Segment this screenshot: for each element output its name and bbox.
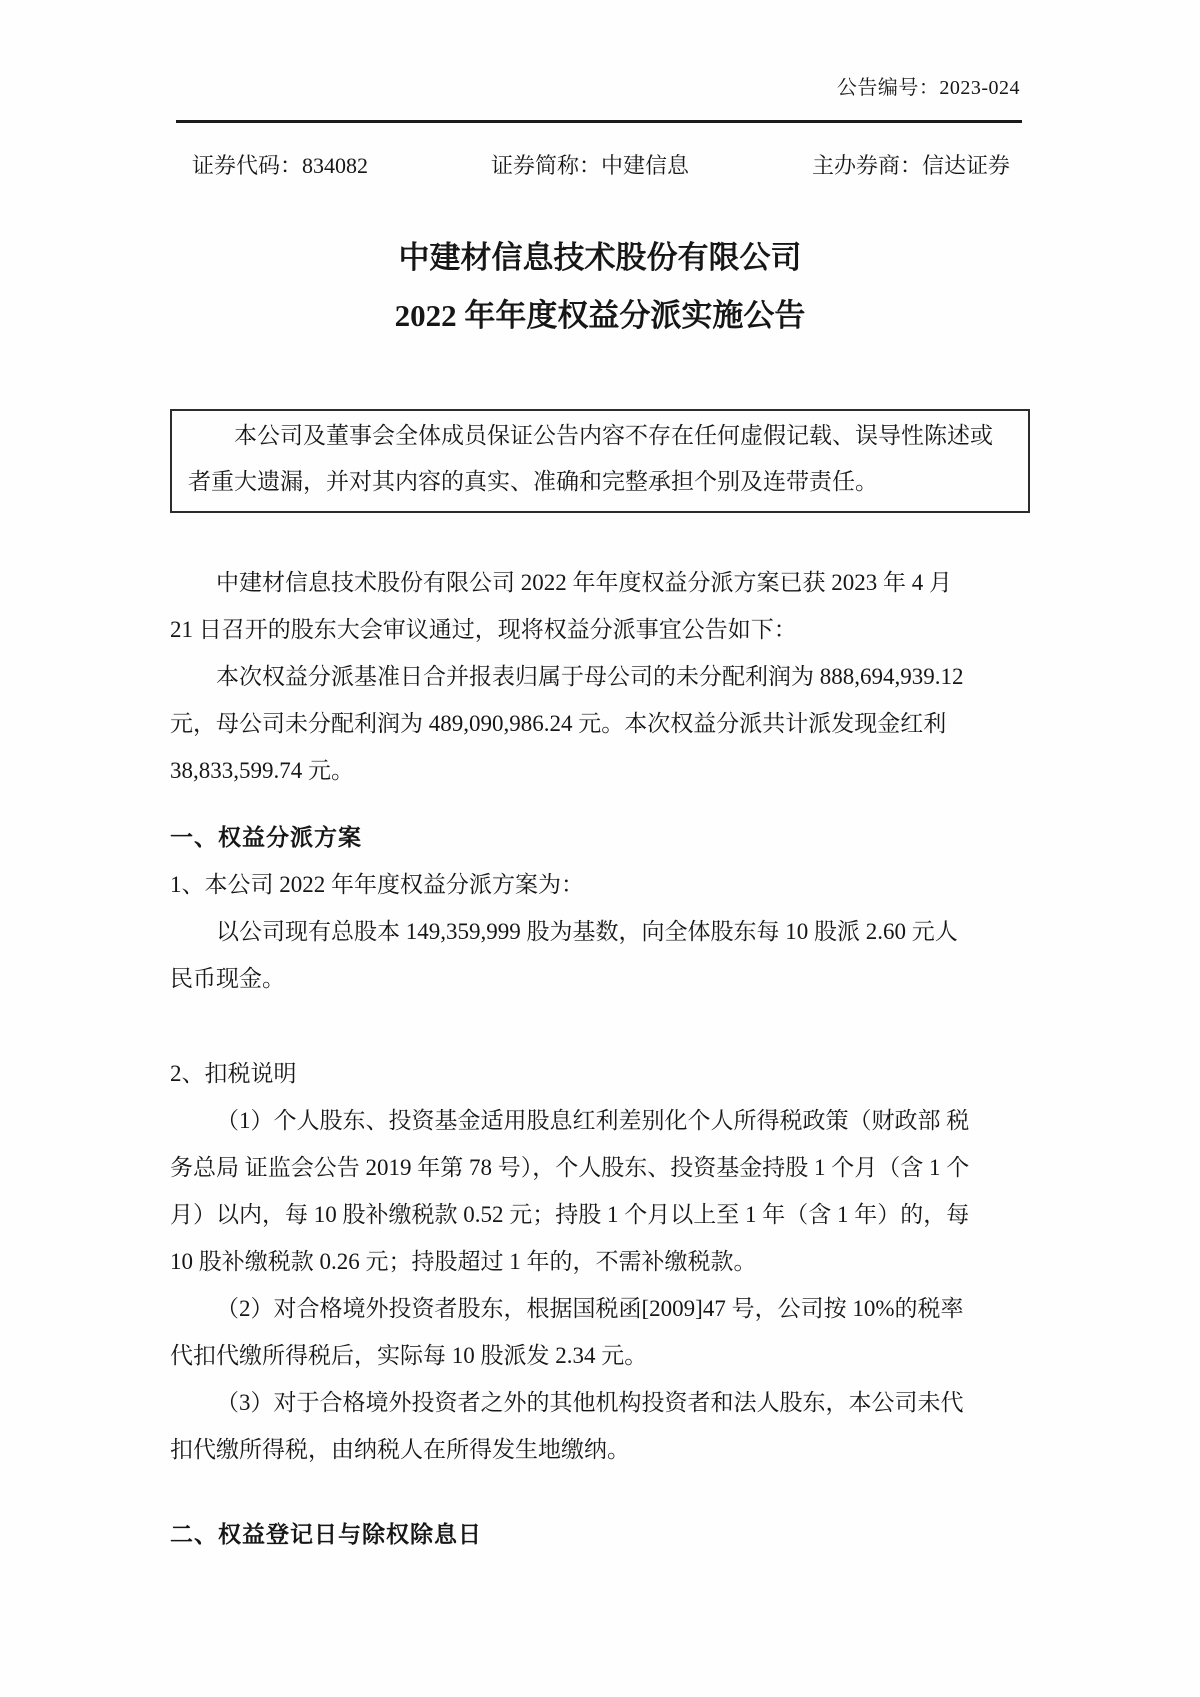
- plan-paragraph: [170, 908, 1030, 1002]
- document-body: [170, 559, 1030, 1558]
- section-1-item-1: 1、本公司 2022 年年度权益分派方案为：: [170, 872, 584, 897]
- announcement-number: 公告编号：2023-024: [836, 77, 1020, 99]
- paragraph-line: （3）对于合格境外投资者之外的其他机构投资者和法人股东，本公司未代: [216, 1390, 964, 1415]
- intro-paragraph: [170, 559, 1030, 653]
- tax-note-3-paragraph: [170, 1379, 1030, 1473]
- paragraph-line: 本次权益分派基准日合并报表归属于母公司的未分配利润为 888,694,939.12: [216, 664, 964, 689]
- company-title: 中建材信息技术股份有限公司: [398, 240, 802, 275]
- disclaimer-line: 者重大遗漏，并对其内容的真实、准确和完整承担个别及连带责任。: [188, 469, 878, 494]
- section-2-heading: 二、权益登记日与除权除息日: [170, 1521, 482, 1547]
- paragraph-line: 21 日召开的股东大会审议通过，现将权益分派事宜公告如下：: [170, 617, 797, 642]
- header-divider-rule: [176, 120, 1022, 123]
- section-1-heading: 一、权益分派方案: [170, 824, 362, 850]
- paragraph-line: 10 股补缴税款 0.26 元；持股超过 1 年的，不需补缴税款。: [170, 1249, 757, 1274]
- paragraph-line: 扣代缴所得税，由纳税人在所得发生地缴纳。: [170, 1437, 630, 1462]
- paragraph-line: 元，母公司未分配利润为 489,090,986.24 元。本次权益分派共计派发现金红利: [170, 711, 947, 736]
- paragraph-line: 38,833,599.74 元。: [170, 758, 354, 783]
- disclaimer-box: [170, 409, 1030, 513]
- security-code: 证券代码：834082: [192, 153, 369, 178]
- paragraph-line: 以公司现有总股本 149,359,999 股为基数，向全体股东每 10 股派 2.60 元人: [216, 919, 958, 944]
- tax-note-1-paragraph: [170, 1097, 1030, 1285]
- tax-note-2-paragraph: [170, 1285, 1030, 1379]
- securities-header-row: [170, 152, 1030, 180]
- security-short-name: 证券简称：中建信息: [490, 153, 689, 178]
- sponsor-broker: 主办券商：信达证券: [811, 153, 1010, 178]
- announcement-title: 2022 年年度权益分派实施公告: [394, 298, 806, 333]
- paragraph-line: 月）以内，每 10 股补缴税款 0.52 元；持股 1 个月以上至 1 年（含 1 年）的，每: [170, 1202, 970, 1227]
- paragraph-line: 务总局 证监会公告 2019 年第 78 号），个人股东、投资基金持股 1 个月（含 1 个: [170, 1155, 970, 1180]
- paragraph-line: 中建材信息技术股份有限公司 2022 年年度权益分派方案已获 2023 年 4 月: [216, 570, 952, 595]
- section-1-item-2: 2、扣税说明: [170, 1061, 297, 1086]
- disclaimer-line: 本公司及董事会全体成员保证公告内容不存在任何虚假记载、误导性陈述或: [234, 423, 993, 448]
- paragraph-line: 代扣代缴所得税后，实际每 10 股派发 2.34 元。: [170, 1343, 648, 1368]
- summary-paragraph: [170, 653, 1030, 794]
- paragraph-line: （2）对合格境外投资者股东，根据国税函[2009]47 号，公司按 10%的税率: [216, 1296, 964, 1321]
- paragraph-line: 民币现金。: [170, 966, 285, 991]
- paragraph-line: （1）个人股东、投资基金适用股息红利差别化个人所得税政策（财政部 税: [216, 1108, 970, 1133]
